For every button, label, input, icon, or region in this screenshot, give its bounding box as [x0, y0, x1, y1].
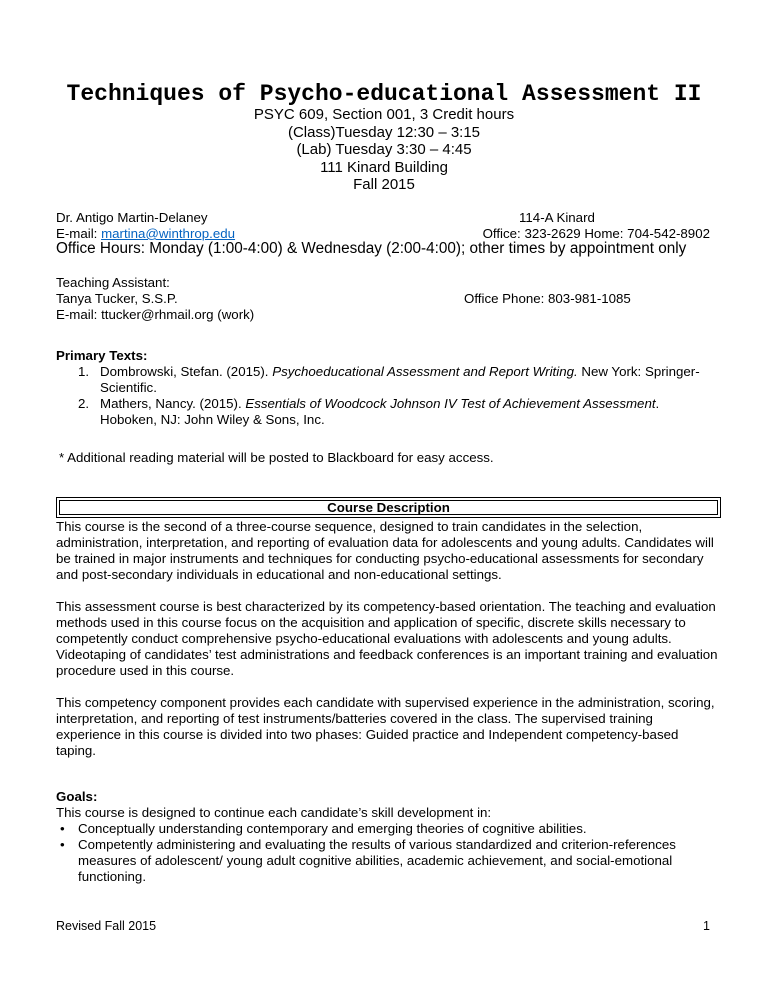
course-code-line: PSYC 609, Section 001, 3 Credit hours — [253, 106, 515, 123]
list-number: 1. — [78, 364, 90, 379]
course-title: Techniques of Psycho-educational Assessment II — [66, 81, 702, 107]
email-label: E-mail: — [56, 226, 102, 241]
list-item — [56, 821, 718, 837]
description-paragraph: This course is the second of a three-course sequence, designed to train candidates in the selection, administration, interpretation, and reporting of evaluation data for adolescents and young adults. Candidates will be trained in major instruments and techniques for conducting psycho-educational assessments for secondary and post-secondary individuals in educational and non-educational settings. — [56, 519, 714, 582]
primary-texts-list — [78, 364, 718, 428]
course-description-box — [56, 497, 721, 518]
goals-intro: This course is designed to continue each candidate’s skill development in: — [56, 805, 492, 820]
footer-revision: Revised Fall 2015 — [56, 919, 157, 933]
ta-phone: Office Phone: 803-981-1085 — [464, 291, 631, 306]
bullet-icon: • — [60, 821, 65, 836]
course-info — [0, 106, 768, 194]
instructor-room: 114-A Kinard — [519, 210, 595, 225]
list-item — [56, 837, 718, 885]
goal-text: Competently administering and evaluating the results of various standardized and criterion-references measures of adolescent/ young adult cognitive abilities, academic achievement, and social-emotional functioning. — [78, 837, 676, 884]
reference-title: Psychoeducational Assessment and Report Writing. — [272, 364, 578, 379]
reference-author: Dombrowski, Stefan. (2015). — [100, 364, 273, 379]
lab-time-line: (Lab) Tuesday 3:30 – 4:45 — [296, 141, 472, 158]
page-number: 1 — [703, 919, 710, 933]
description-paragraph: This competency component provides each candidate with supervised experience in the administration, scoring, interpretation, and reporting of test instruments/batteries covered in the class. The supervised training experience in this course is divided into two phases: Guided practice and Independent competency-based taping. — [56, 695, 715, 758]
list-item — [78, 396, 718, 428]
primary-texts-heading: Primary Texts: — [56, 348, 148, 363]
goals-heading: Goals: — [56, 789, 98, 804]
goal-text: Conceptually understanding contemporary and emerging theories of cognitive abilities. — [78, 821, 587, 836]
reference-publisher: . Hoboken, NJ: John Wiley & Sons, Inc. — [100, 396, 660, 427]
list-item — [78, 364, 718, 396]
location-line: 111 Kinard Building — [320, 158, 448, 176]
goals-list — [56, 821, 718, 885]
ta-name: Tanya Tucker, S.S.P. — [56, 291, 178, 306]
description-paragraph: This assessment course is best characterized by its competency-based orientation. The teaching and evaluation methods used in this course focus on the acquisition and application of specific, discrete skills necessary to competently conduct comprehensive psycho-educational evaluations with adolescents and young adults. Videotaping of candidates’ test administrations and feedback conferences is an important training and evaluation procedure used in this course. — [56, 599, 718, 678]
reference-author: Mathers, Nancy. (2015). — [100, 396, 246, 411]
course-description-heading: Course Description — [327, 500, 450, 515]
reference-publisher: New York: Springer-Scientific. — [100, 364, 700, 395]
instructor-email-link[interactable]: martina@winthrop.edu — [101, 226, 236, 241]
bullet-icon: • — [60, 837, 65, 852]
ta-heading: Teaching Assistant: — [56, 275, 170, 290]
reading-note: * Additional reading material will be posted to Blackboard for easy access. — [59, 450, 494, 465]
reference-title: Essentials of Woodcock Johnson IV Test of Achievement Assessment — [245, 396, 656, 411]
term-line: Fall 2015 — [353, 176, 415, 193]
instructor-phones: Office: 323-2629 Home: 704-542-8902 — [482, 226, 710, 241]
class-time-line: (Class)Tuesday 12:30 – 3:15 — [287, 123, 481, 141]
instructor-name: Dr. Antigo Martin-Delaney — [56, 210, 208, 225]
office-hours: Office Hours: Monday (1:00-4:00) & Wednesday (2:00-4:00); other times by appointment only — [56, 240, 687, 257]
ta-email: E-mail: ttucker@rhmail.org (work) — [56, 307, 255, 322]
list-number: 2. — [78, 396, 90, 411]
